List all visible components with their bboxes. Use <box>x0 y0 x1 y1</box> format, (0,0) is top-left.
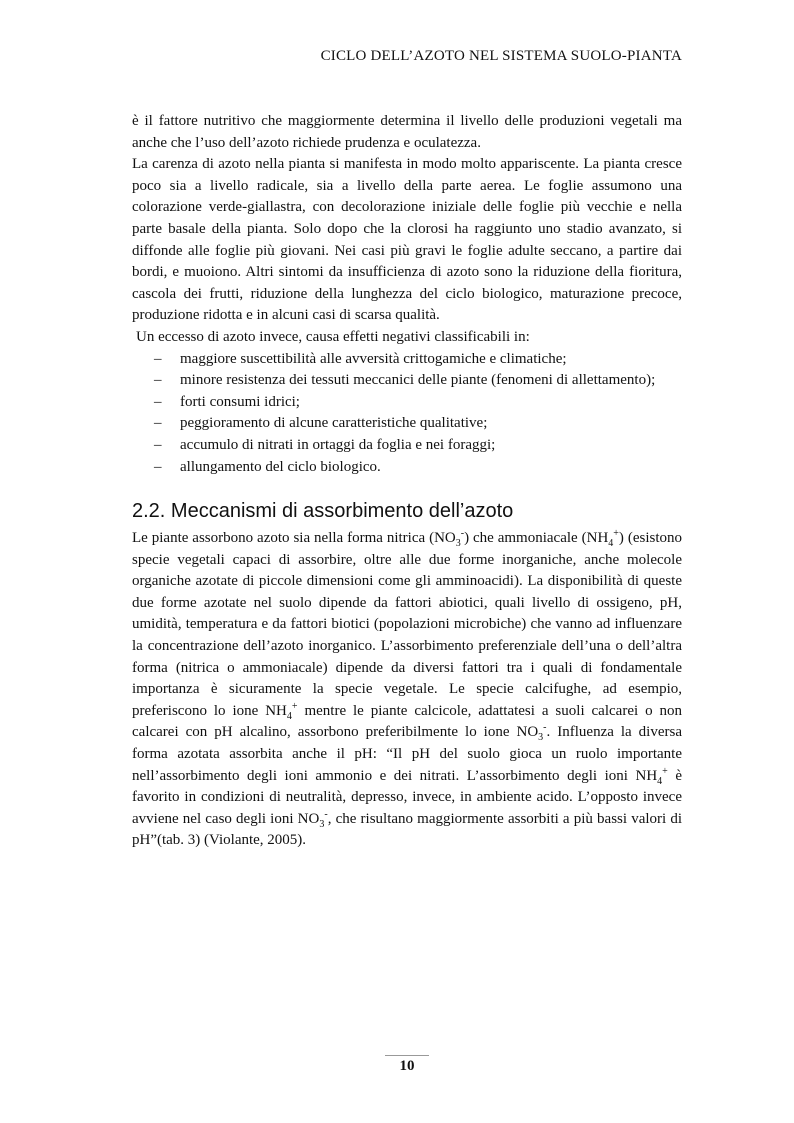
page-number: 10 <box>399 1058 415 1074</box>
dash-bullet-icon: – <box>154 458 162 475</box>
dash-bullet-icon: – <box>154 415 162 432</box>
list-item <box>132 349 682 371</box>
list-item <box>132 457 682 479</box>
running-header: CICLO DELL’AZOTO NEL SISTEMA SUOLO-PIANTA <box>320 48 682 64</box>
list-item-text: forti consumi idrici; <box>180 393 300 410</box>
list-item-text: accumulo di nitrati in ortaggi da foglia e nei foraggi; <box>180 436 496 453</box>
dash-bullet-icon: – <box>154 350 162 367</box>
dash-bullet-icon: – <box>154 393 162 410</box>
list-item-text: allungamento del ciclo biologico. <box>180 458 381 475</box>
footer-divider <box>385 1055 429 1056</box>
list-item <box>132 413 682 435</box>
list-item <box>132 392 682 414</box>
paragraph-absorption: Le piante assorbono azoto sia nella forma nitrica $(NO_3^-)$ che ammoniacale $(NH_4^+)$ (esistono specie vegetali capaci di assorbire, oltre alle due forme inorganiche, anche molecole organiche azotate di piccole dimensioni come gli amminoacidi). La disponibilità di queste due forme azotate nel suolo dipende da fattori abiotici, quali livello di ossigeno, pH, umidità, temperatura e da fattori biotici (popolazioni microbiche) che vanno ad influenzare la concentrazione dell’azoto inorganico. L’assorbimento preferenziale dell’una o dell’altra forma (nitrica o ammoniacale) dipende da diversi fattori tra i quali di fondamentale importanza è sicuramente la specie vegetale. Le specie calcifughe, ad esempio, preferiscono lo ione $NH_4^+$ mentre le piante calcicole, adattatesi a suoli calcarei o non calcarei con pH alcalino, assorbono preferibilmente lo ione $NO_3^-$. Influenza la diversa forma azotata assorbita anche il pH: “Il pH del suolo gioca un ruolo importante nell’assorbimento degli ioni ammonio e dei nitrati. L’assorbimento degli ioni $NH_4^+$ è favorito in condizioni di neutralità, depresso, invece, in ambiente acido. L’opposto invece avviene nel caso degli ioni $NO_3^-$, che risultano maggiormente assorbiti a più bassi valori di pH”(tab. 3) (Violante, 2005). <box>132 528 682 849</box>
list-item <box>132 435 682 457</box>
paragraph-intro: è il fattore nutritivo che maggiormente determina il livello delle produzioni vegetali ma anche che l’uso dell’azoto richiede prudenza e oculatezza. <box>132 113 682 151</box>
excess-effects-list <box>132 349 682 479</box>
list-item-text: peggioramento di alcune caratteristiche qualitative; <box>180 415 488 432</box>
dash-bullet-icon: – <box>154 372 162 389</box>
list-item <box>132 370 682 392</box>
page-body <box>132 111 682 852</box>
list-item-text: minore resistenza dei tessuti meccanici delle piante (fenomeni di allettamento); <box>180 372 656 389</box>
list-item-text: maggiore suscettibilità alle avversità crittogamiche e climatiche; <box>180 350 567 367</box>
dash-bullet-icon: – <box>154 436 162 453</box>
section-heading: 2.2. Meccanismi di assorbimento dell’azoto <box>132 500 514 523</box>
paragraph-nitrogen-deficiency: La carenza di azoto nella pianta si manifesta in modo molto appariscente. La pianta cresce poco sia a livello radicale, sia a livello della parte aerea. Le foglie assumono una colorazione verde-giallastra, con decolorazione iniziale delle foglie più vecchie e nella parte basale della pianta. Solo dopo che la clorosi ha raggiunto uno stadio avanzato, si diffonde alle foglie più giovani. Nei casi più gravi le foglie adulte seccano, a partire dai bordi, e muoiono. Altri sintomi da insufficienza di azoto sono la riduzione della fioritura, cascola dei frutti, riduzione della lunghezza del ciclo biologico, maturazione precoce, produzione ridotta e in alcuni casi di scarsa qualità. <box>132 156 682 324</box>
paragraph-nitrogen-excess: Un eccesso di azoto invece, causa effetti negativi classificabili in: <box>136 328 530 345</box>
